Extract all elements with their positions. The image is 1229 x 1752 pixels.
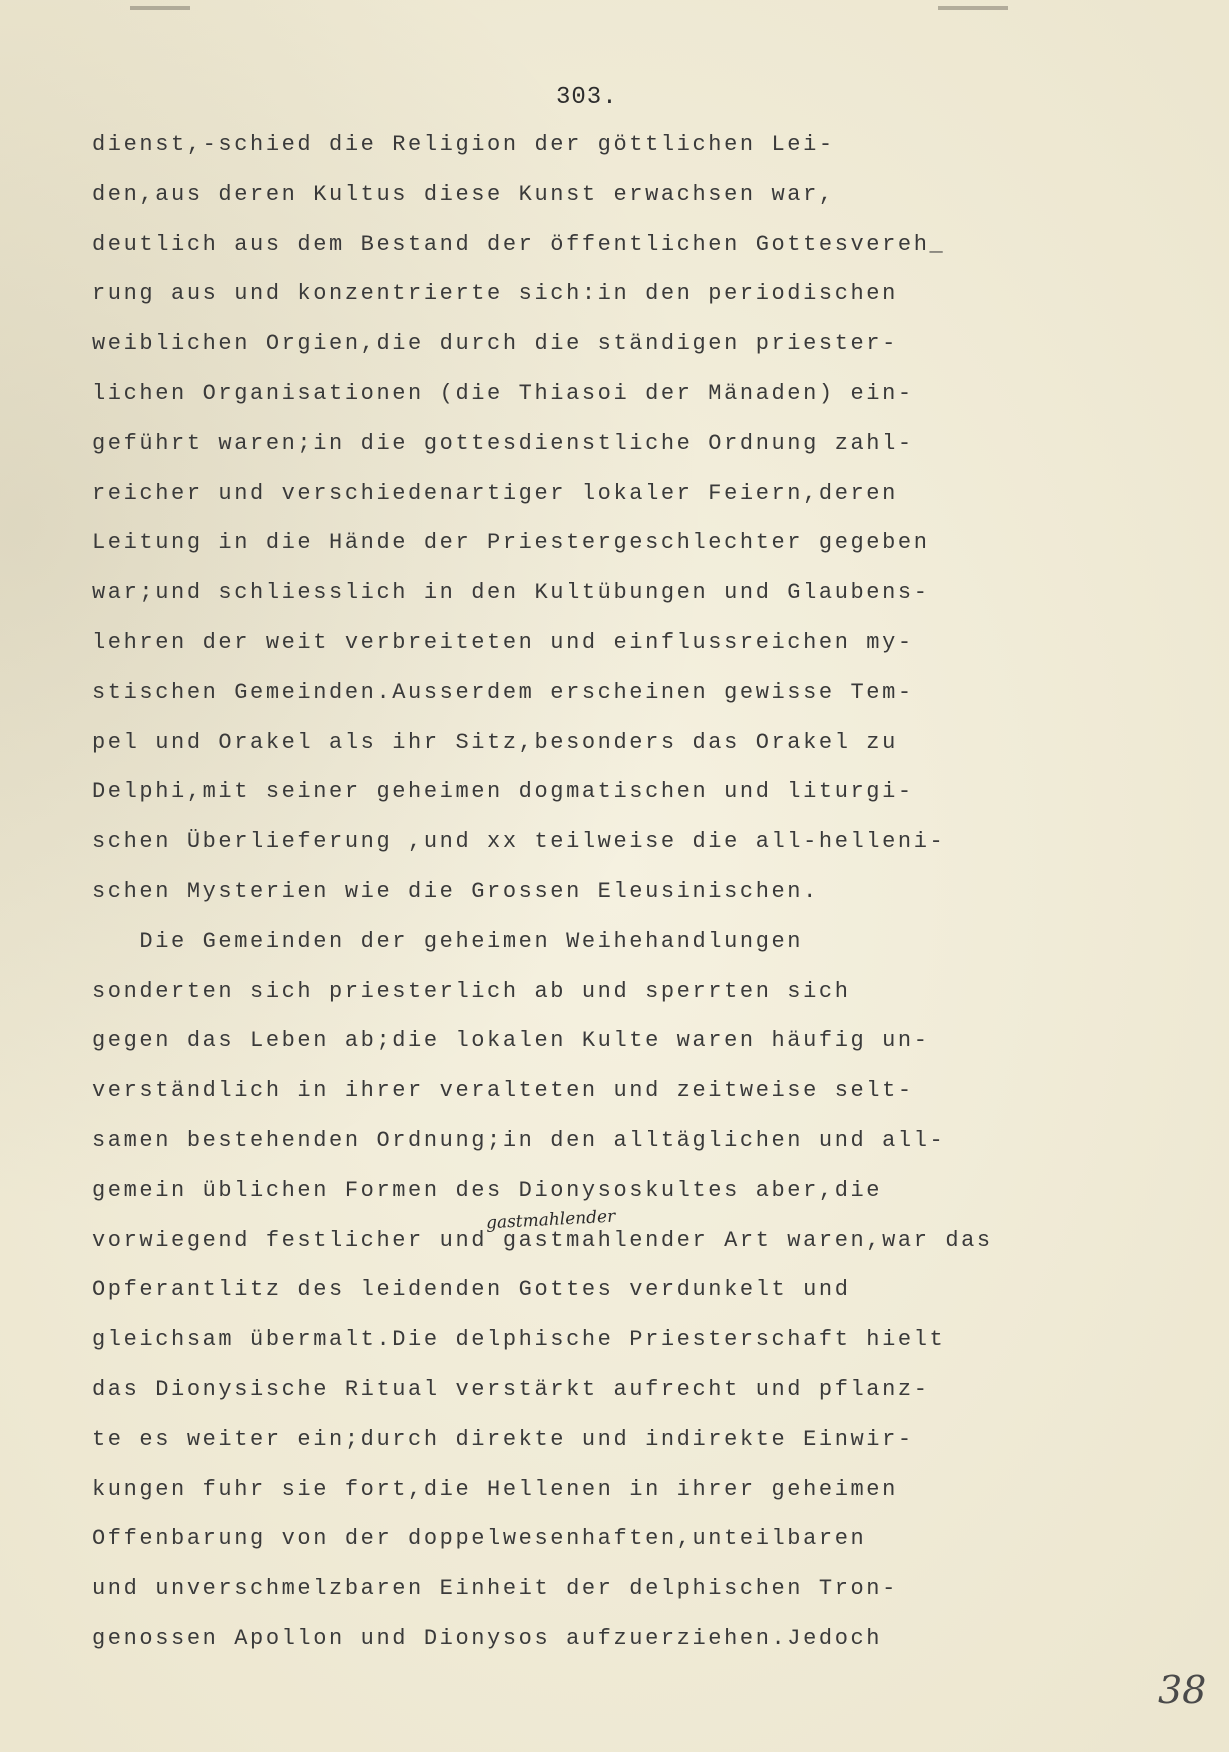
text-line: genossen Apollon und Dionysos aufzuerziehen.Jedoch: [92, 1626, 883, 1651]
text-line: lichen Organisationen (die Thiasoi der Mänaden) ein-: [92, 381, 914, 406]
text-line: schen Überlieferung ,und xx teilweise die all-helleni-: [92, 829, 946, 855]
text-line: das Dionysische Ritual verstärkt aufrecht und pflanz-: [92, 1377, 930, 1402]
text-line: gemein üblichen Formen des Dionysoskultes aber,die: [92, 1177, 883, 1203]
text-line: kungen fuhr sie fort,die Hellenen in ihrer geheimen: [92, 1476, 898, 1502]
text-line: sonderten sich priesterlich ab und sperrten sich: [92, 978, 851, 1004]
text-line: war;und schliesslich in den Kultübungen und Glaubens-: [92, 580, 930, 606]
text-line: und unverschmelzbaren Einheit der delphischen Tron-: [92, 1576, 898, 1602]
text-line: vorwiegend festlicher und gastmahlender Art waren,war das: [92, 1227, 993, 1253]
folio-number: 38: [1158, 1668, 1207, 1712]
text-line: deutlich aus dem Bestand der öffentlichen Gottesvereh_: [92, 231, 946, 257]
edge-mark-left: [130, 6, 190, 10]
text-line: den,aus deren Kultus diese Kunst erwachsen war,: [92, 181, 835, 207]
page-number: 303.: [556, 84, 618, 111]
text-line: Leitung in die Hände der Priestergeschlechter gegeben: [92, 530, 930, 556]
text-line: rung aus und konzentrierte sich:in den periodischen: [92, 281, 898, 307]
text-line: gegen das Leben ab;die lokalen Kulte waren häufig un-: [92, 1028, 930, 1054]
text-line: verständlich in ihrer veralteten und zeitweise selt-: [92, 1078, 914, 1104]
edge-mark-right: [938, 6, 1008, 10]
text-line: Offenbarung von der doppelwesenhaften,unteilbaren: [92, 1526, 867, 1552]
text-line: Die Gemeinden der geheimen Weihehandlungen: [92, 928, 804, 954]
text-line: pel und Orakel als ihr Sitz,besonders das Orakel zu: [92, 729, 898, 755]
text-line: lehren der weit verbreiteten und einflussreichen my-: [92, 630, 914, 655]
text-line: samen bestehenden Ordnung;in den alltäglichen und all-: [92, 1128, 946, 1153]
text-line: dienst,-schied die Religion der göttlichen Lei-: [92, 132, 835, 157]
text-line: gleichsam übermalt.Die delphische Priesterschaft hielt: [92, 1327, 946, 1353]
text-line: te es weiter ein;durch direkte und indirekte Einwir-: [92, 1426, 914, 1452]
text-line: weiblichen Orgien,die durch die ständigen priester-: [92, 331, 898, 357]
text-line: reicher und verschiedenartiger lokaler Feiern,deren: [92, 480, 898, 506]
text-line: schen Mysterien wie die Grossen Eleusinischen.: [92, 879, 819, 904]
text-line: stischen Gemeinden.Ausserdem erscheinen gewisse Tem-: [92, 679, 914, 705]
text-line: Delphi,mit seiner geheimen dogmatischen und liturgi-: [92, 779, 914, 805]
handwritten-insertion: gastmahlender: [485, 1206, 616, 1234]
text-line: geführt waren;in die gottesdienstliche Ordnung zahl-: [92, 430, 914, 456]
text-line: Opferantlitz des leidenden Gottes verdunkelt und: [92, 1277, 851, 1303]
